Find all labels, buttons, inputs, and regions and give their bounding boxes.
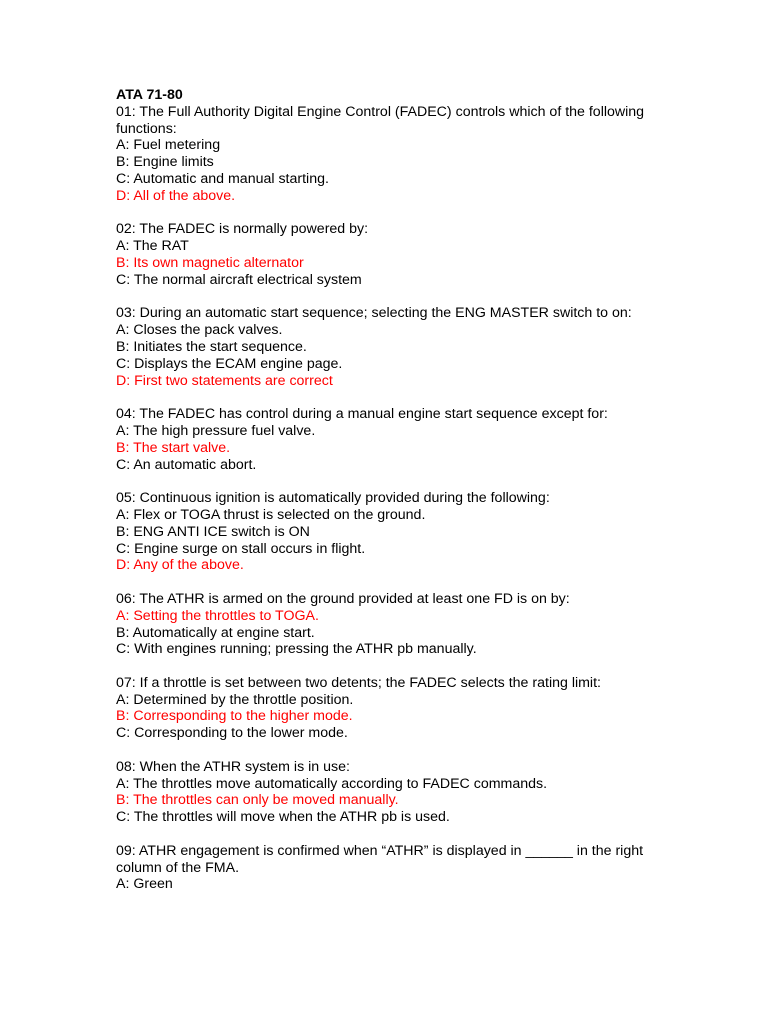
question-block — [116, 759, 656, 826]
question-block — [116, 221, 656, 288]
question-text: 04: The FADEC has control during a manual engine start sequence except for: — [116, 406, 608, 423]
question-text: 09: ATHR engagement is confirmed when “ATHR” is displayed in ______ in the right column of the FMA. — [116, 842, 644, 876]
question-text: 05: Continuous ignition is automatically provided during the following: — [116, 490, 550, 507]
correct-answer-option: A: Setting the throttles to TOGA. — [116, 607, 319, 624]
question-block — [116, 843, 656, 893]
answer-option: A: Closes the pack valves. — [116, 322, 283, 339]
correct-answer-option: D: Any of the above. — [116, 557, 244, 574]
answer-option: C: Engine surge on stall occurs in flight. — [116, 540, 366, 557]
correct-answer-option: B: Corresponding to the higher mode. — [116, 708, 353, 725]
answer-option: B: Initiates the start sequence. — [116, 338, 307, 355]
answer-option: B: Automatically at engine start. — [116, 624, 315, 641]
answer-option: A: The throttles move automatically according to FADEC commands. — [116, 775, 548, 792]
correct-answer-option: D: All of the above. — [116, 187, 236, 204]
correct-answer-option: B: The start valve. — [116, 439, 231, 456]
correct-answer-option: B: Its own magnetic alternator — [116, 254, 304, 271]
answer-option: B: Engine limits — [116, 154, 214, 171]
document-title: ATA 71-80 — [116, 87, 183, 103]
question-text: 07: If a throttle is set between two detents; the FADEC selects the rating limit: — [116, 674, 601, 691]
answer-option: C: Displays the ECAM engine page. — [116, 355, 343, 372]
question-text: 06: The ATHR is armed on the ground provided at least one FD is on by: — [116, 590, 570, 607]
question-block — [116, 675, 656, 742]
answer-option: C: Corresponding to the lower mode. — [116, 725, 348, 742]
answer-option: A: Green — [116, 876, 173, 893]
question-text: 02: The FADEC is normally powered by: — [116, 221, 369, 238]
answer-option: A: Fuel metering — [116, 137, 221, 154]
question-block — [116, 104, 656, 205]
question-text: 08: When the ATHR system is in use: — [116, 758, 350, 775]
answer-option: C: The throttles will move when the ATHR pb is used. — [116, 809, 450, 826]
correct-answer-option: D: First two statements are correct — [116, 372, 333, 389]
answer-option: C: With engines running; pressing the ATHR pb manually. — [116, 641, 477, 658]
question-list — [116, 104, 656, 893]
question-block — [116, 490, 656, 574]
answer-option: A: The high pressure fuel valve. — [116, 422, 316, 439]
question-block — [116, 406, 656, 473]
question-block — [116, 305, 656, 389]
answer-option: C: The normal aircraft electrical system — [116, 271, 362, 288]
correct-answer-option: B: The throttles can only be moved manually. — [116, 792, 399, 809]
document-page — [116, 87, 656, 910]
answer-option: A: Determined by the throttle position. — [116, 691, 354, 708]
question-text: 01: The Full Authority Digital Engine Control (FADEC) controls which of the following functions: — [116, 103, 645, 137]
question-block — [116, 591, 656, 658]
question-text: 03: During an automatic start sequence; selecting the ENG MASTER switch to on: — [116, 305, 632, 322]
answer-option: A: The RAT — [116, 238, 189, 255]
answer-option: C: Automatic and manual starting. — [116, 170, 329, 187]
answer-option: B: ENG ANTI ICE switch is ON — [116, 523, 310, 540]
answer-option: C: An automatic abort. — [116, 456, 257, 473]
answer-option: A: Flex or TOGA thrust is selected on the ground. — [116, 506, 426, 523]
